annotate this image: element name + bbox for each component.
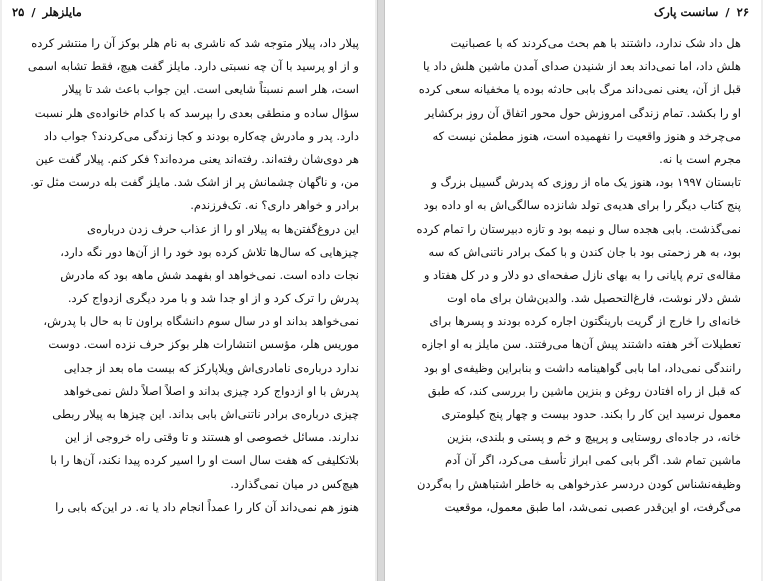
running-title: سانست پارک: [653, 5, 719, 19]
page-number: ۲۵: [12, 5, 25, 19]
running-title: مایلزهلر: [42, 5, 82, 19]
text-line: چیزی درباره‌ی برادر ناتنی‌اش بابی بداند. این چیزها به پیلار ربطی: [52, 407, 359, 421]
text-line: نمی‌گذشت. بابی هجده سال و نیمه بود و تازه دبیرستان را تمام کرده: [416, 221, 741, 236]
text-line: پدرش با او ازدواج کرد چیزی بداند و اصلاً اصلاً دلش نمی‌خواهد: [63, 383, 359, 398]
book-gutter: [377, 0, 385, 581]
text-line: پدرش را ترک کرد و از او جدا شد و با مرد دیگری ازدواج کرد.: [67, 291, 359, 306]
text-line: خانه، در جاده‌ای روستایی و پرپیچ و خم و پستی و بلندی، بنزین: [446, 430, 741, 445]
text-line: پیلار داد، پیلار متوجه شد که ناشری به نام هلر بوکز آن را منتشر کرده: [31, 36, 359, 50]
text-line: وظیفه‌نشناس کودن دردسر عذرخواهی به خاطر اشتباهش را به‌گردن: [417, 476, 741, 491]
text-line: مجرم است یا نه.: [659, 151, 741, 166]
left-page-body: [24, 32, 359, 519]
text-line: هلش داد، اما نمی‌داند بعد از شنیدن صدای آمدن ماشین هلش داد یا: [422, 59, 741, 74]
text-line: مقاله‌ی ترم پایانی را به بهای نازل صفحه‌ای دو دلار و در کل هفتاد و: [423, 267, 741, 282]
page-number: ۲۶: [736, 5, 749, 19]
text-line: می‌گرفت، او این‌قدر عصبی نمی‌شد، اما طبق معمول، موقعیت: [444, 499, 741, 514]
text-line: پنج کتاب دیگر را برای هدیه‌ی تولد شانزده سالگی‌اش به او داده بود: [423, 198, 741, 213]
text-line: دارد. پدر و مادرش چه‌کاره بودند و کجا زندگی می‌کردند؟ جواب داد: [43, 128, 359, 143]
text-line: موریس هلر، مؤسس انتشارات هلر بوکز حرف نزده است. دوست: [48, 337, 359, 352]
right-page-body: [415, 32, 741, 519]
text-line: می‌چرخد و هنوز واقعیت را نفهمیده است، هنوز مطمئن نیست که: [432, 128, 741, 143]
text-line: سؤال ساده و منطقی بعدی را بپرسد که با کدام خانواده‌ی هلر نسبت: [34, 105, 359, 120]
text-line: تابستان ۱۹۹۷ بود، هنوز یک ماه از روزی که پدرش گسیبل بزرگ و: [431, 175, 741, 190]
text-line: شش دلار نوشت، فارغ‌التحصیل شد. والدین‌شان برای ماه اوت: [447, 291, 741, 306]
text-line: هر دوی‌شان رفته‌اند. رفته‌اند یعنی مرده‌اند؟ فکر کنم. پیلار گفت عین: [35, 151, 359, 166]
text-line: نجات داده است. نمی‌خواهد او بفهمد شش ماهه بود که مادرش: [60, 267, 359, 282]
left-page-header: [12, 5, 82, 19]
right-page-header: [654, 5, 749, 19]
text-line: خانه‌ای را خارج از گریت بارینگتون اجاره کرده بودند و پسرها برای: [429, 314, 741, 329]
text-line: است، هلر اسم نسبتاً شایعی است. این جواب باعث شد تا پیلار: [62, 82, 359, 97]
text-line: هل داد شک ندارد، داشتند با هم بحث می‌کردند که با عصبانیت: [450, 36, 741, 50]
left-page: [2, 0, 375, 581]
text-line: و از او پرسید با آن چه نسبتی دارد. مایلز گفت هیچ، فقط تشابه اسمی: [27, 59, 359, 74]
text-line: تعطیلات آخر هفته داشتند پیش آن‌ها می‌رفتند. سن مایلز به او اجازه: [421, 337, 741, 352]
text-line: ماشین تمام شد. اگر بابی کمی ابراز تأسف می‌کرد، اگر آن آدم: [445, 453, 741, 468]
text-line: هنوز هم نمی‌داند آن کار را عمداً انجام داد یا نه. در این‌که بابی را: [55, 499, 359, 514]
text-line: نمی‌خواهد بداند او در سال سوم دانشگاه براون تا به حال با پدرش،: [43, 314, 359, 329]
text-line: رانندگی نمی‌داد، اما بابی گواهینامه داشت و بنابراین وظیفه‌ی او بود: [423, 360, 741, 375]
text-line: ندارند. مسائل خصوصی او هستند و تا وقتی راه خروجی از این: [64, 430, 359, 445]
text-line: او را بکشد. تمام زندگی امروزش حول محور اتفاق آن روز برکشایر: [424, 105, 741, 120]
text-line: هیچ‌کس در میان نمی‌گذارد.: [230, 476, 359, 491]
text-line: من، و ناگهان چشمانش پر از اشک شد. مایلز گفت بله درست مثل تو.: [30, 175, 359, 190]
text-line: بلاتکلیفی که هفت سال است او را اسیر کرده پیدا نکند، آن‌ها را با: [50, 453, 359, 468]
text-line: بود، به هر زحمتی بود با جان کندن و با کمک برادر ناتنی‌اش که سه: [428, 244, 741, 259]
text-line: ندارد درباره‌ی نامادری‌اش ویلاپارکز که بیست ماه بعد از جدایی: [63, 360, 359, 375]
text-line: چیزهایی که سال‌ها تلاش کرده بود خود را از آن‌ها دور نگه دارد،: [60, 244, 359, 259]
text-line: این دروغ‌گفتن‌ها به پیلار او را از عذاب حرف زدن درباره‌ی: [87, 221, 359, 236]
text-line: برادر و خواهر داری؟ نه. تک‌فرزندم.: [190, 198, 359, 213]
text-line: قبل از آن، یعنی نمی‌داند مرگ بابی حادثه بوده یا مخفیانه سعی کرده: [418, 82, 741, 97]
header-separator: /: [31, 5, 36, 19]
right-page: [385, 0, 761, 581]
text-line: که قبل از راه افتادن روغن و بنزین ماشین را بررسی کند، که طبق: [427, 383, 741, 398]
header-separator: /: [725, 5, 730, 19]
text-line: معمول نرسید این کار را بکند. حدود بیست و چهار پنج کیلومتری: [441, 407, 741, 421]
